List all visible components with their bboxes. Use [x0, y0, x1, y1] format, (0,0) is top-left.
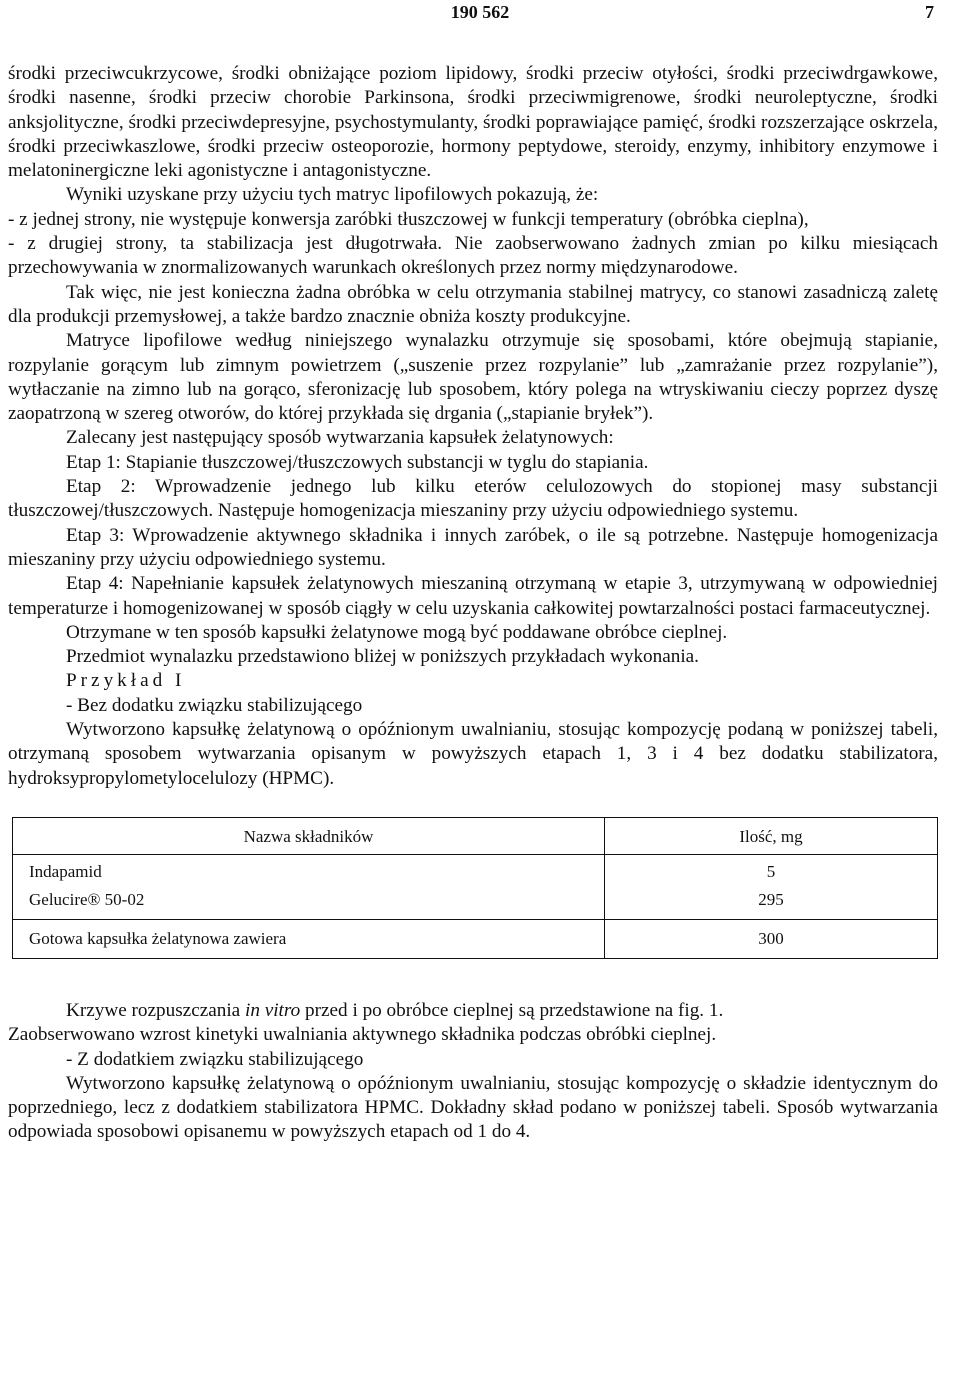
ingredient-name: Gelucire® 50-02 — [13, 883, 605, 920]
paragraph: - z drugiej strony, ta stabilizacja jest długotrwała. Nie zaobserwowano żadnych zmian po kilku miesiącach przechowywania w znormalizowanych warunkach określonych przez normy międzynarodowe. — [8, 233, 938, 279]
in-vitro-italic: in vitro — [244, 999, 301, 1021]
sub-heading-with-stabilizer: - Z dodatkiem związku stabilizującego — [66, 1048, 364, 1070]
paragraph-before-table: Wytworzono kapsułkę żelatynową o opóźnionym uwalnianiu, stosując kompozycję podaną w poniższej tabeli, otrzymaną sposobem wytwarzania opisanym w powyższych etapach 1, 3 i 4 bez dodatku stabilizatora, hydroksypropylometylocelulozy (HPMC). — [8, 719, 938, 789]
table-row — [13, 854, 938, 883]
paragraph: Tak więc, nie jest konieczna żadna obróbka w celu otrzymania stabilnej matrycy, co stanowi zasadniczą zaletę dla produkcji przemysłowej, a także bardzo znacznie obniża koszty produkcyjne. — [8, 281, 938, 327]
ingredient-quantity: 5 — [605, 854, 938, 883]
paragraph-observation: Zaobserwowano wzrost kinetyki uwalniania aktywnego składnika podczas obróbki cieplnej. — [8, 1024, 717, 1046]
paragraph: Otrzymane w ten sposób kapsułki żelatynowe mogą być poddawane obróbce cieplnej. — [66, 621, 728, 643]
ingredient-quantity: 295 — [605, 883, 938, 920]
paragraph: Etap 4: Napełnianie kapsułek żelatynowych mieszaniną otrzymaną w etapie 3, utrzymywaną w odpowiedniej temperaturze i homogenizowanej w sposób ciągły w celu uzyskania całkowitej powtarzalności postaci farmaceutycznej. — [8, 573, 938, 619]
total-quantity: 300 — [605, 919, 938, 958]
ingredients-table — [12, 817, 938, 959]
ingredients-table-wrap — [12, 817, 938, 959]
paragraph: Zalecany jest następujący sposób wytwarzania kapsułek żelatynowych: — [66, 427, 614, 449]
total-name: Gotowa kapsułka żelatynowa zawiera — [13, 919, 605, 958]
paragraph: Etap 3: Wprowadzenie aktywnego składnika i innych zaróbek, o ile są potrzebne. Następuje homogenizacja mieszaniny przy użyciu odpowiedniego systemu. — [8, 524, 938, 570]
table-row — [13, 883, 938, 920]
patent-number: 190 562 — [450, 2, 510, 22]
document-body — [8, 62, 938, 1145]
after-table-section — [8, 999, 938, 1145]
sub-heading-no-stabilizer: - Bez dodatku związku stabilizującego — [66, 694, 363, 716]
column-header-quantity: Ilość, mg — [605, 817, 938, 854]
column-header-name: Nazwa składników — [13, 817, 605, 854]
paragraph: Etap 1: Stapianie tłuszczowej/tłuszczowych substancji w tyglu do stapiania. — [66, 451, 649, 473]
page-header — [0, 2, 960, 28]
paragraph: Etap 2: Wprowadzenie jednego lub kilku eterów celulozowych do stopionej masy substancji tłuszczowej/tłuszczowych. Następuje homogenizacja mieszaniny przy użyciu odpowiedniego systemu. — [8, 476, 938, 522]
ingredient-name: Indapamid — [13, 854, 605, 883]
example-heading: Przykład I — [66, 670, 186, 692]
paragraph: Przedmiot wynalazku przedstawiono bliżej w poniższych przykładach wykonania. — [66, 646, 699, 668]
paragraph: Matryce lipofilowe według niniejszego wynalazku otrzymuje się sposobami, które obejmują stapianie, rozpylanie gorącym lub zimnym powietrzem („suszenie przez rozpylanie” lub „zamrażanie przez rozpylanie”), wytłaczanie na zimno lub na gorąco, sferonizację lub sposobem, który polega na wtryskiwaniu cieczy poprzez dyszę zaopatrzoną w szereg otworów, do której przykłada się drgania („stapianie bryłek”). — [8, 330, 938, 425]
paragraph-dissolution-curves: Krzywe rozpuszczania in vitro przed i po obróbce cieplnej są przedstawione na fig. 1. — [66, 999, 724, 1021]
page-number: 7 — [925, 2, 934, 22]
paragraph: środki przeciwcukrzycowe, środki obniżające poziom lipidowy, środki przeciw otyłości, środki przeciwdrgawkowe, środki nasenne, środki przeciw chorobie Parkinsona, środki przeciwmigrenowe, środki neuroleptyczne, środki anksjolityczne, środki przeciwdepresyjne, psychostymulanty, środki poprawiające pamięć, środki rozszerzające oskrzela, środki przeciwkaszlowe, środki przeciw osteoporozie, hormony peptydowe, steroidy, enzymy, inhibitory enzymowe i melatoninergiczne leki agonistyczne i antagonistyczne. — [8, 63, 938, 182]
table-total-row — [13, 919, 938, 958]
table-header-row — [13, 817, 938, 854]
table-body — [13, 854, 938, 919]
paragraph-with-stabilizer: Wytworzono kapsułkę żelatynową o opóźnionym uwalnianiu, stosując kompozycję o składzie identycznym do poprzedniego, lecz z dodatkiem stabilizatora HPMC. Dokładny skład podano w poniższej tabeli. Sposób wytwarzania odpowiada sposobowi opisanemu w powyższych etapach od 1 do 4. — [8, 1072, 938, 1143]
top-paragraphs — [8, 62, 938, 669]
paragraph: - z jednej strony, nie występuje konwersja zaróbki tłuszczowej w funkcji temperatury (obróbka cieplna), — [8, 208, 809, 230]
paragraph: Wyniki uzyskane przy użyciu tych matryc lipofilowych pokazują, że: — [66, 184, 599, 206]
